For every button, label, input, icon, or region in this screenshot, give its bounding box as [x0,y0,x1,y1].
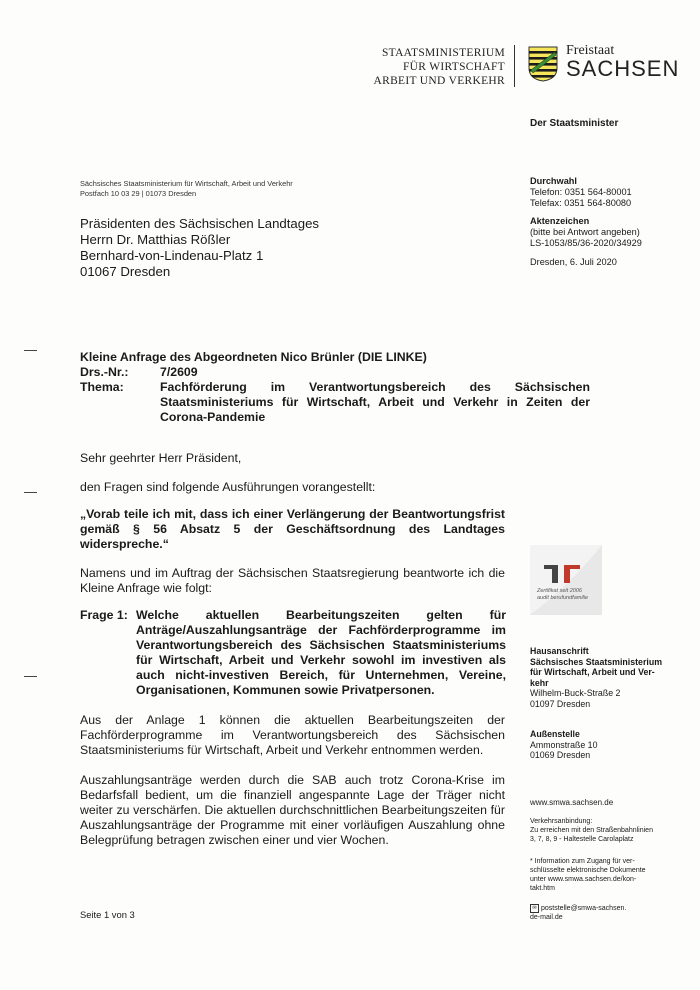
verkehr-line: 3, 7, 8, 9 - Haltestelle Carolaplatz [530,836,634,843]
mail-icon: ✉ [530,904,539,913]
durchwahl-label: Durchwahl [530,176,577,186]
aussenstelle-label: Außenstelle [530,729,580,739]
header-divider [514,45,515,87]
drs-value: 7/2609 [160,365,198,379]
aussenstelle-block [530,729,670,761]
return-address-line: Postfach 10 03 29 | 01073 Dresden [80,189,197,198]
thema-label: Thema: [80,380,124,394]
recipient-line: Bernhard-von-Lindenau-Platz 1 [80,248,264,263]
aktenzeichen-label: Aktenzeichen [530,216,590,226]
ministry-line: STAATSMINISTERIUM [381,47,505,59]
saxony-crest-icon [528,46,558,82]
quote-text: „Vorab teile ich mit, dass ich einer Verlängerung der Beantwortungsfrist gemäß § 56 Absatz 5 der Geschäftsordnung des Landtages widerspreche.“ [80,507,505,551]
haus-city: 01097 Dresden [530,698,591,709]
verkehr-label: Verkehrsanbindung: [530,818,593,825]
recipient-line: Herrn Dr. Matthias Rößler [80,232,231,247]
recipient-line: 01067 Dresden [80,264,171,279]
fold-mark [24,492,37,493]
subject-title: Kleine Anfrage des Abgeordneten Nico Brünler (DIE LINKE) [80,350,427,364]
drs-row [80,365,590,380]
hausanschrift-label: Hausanschrift [530,646,589,656]
intro-text: den Fragen sind folgende Ausführungen vorangestellt: [80,480,376,494]
freistaat-label: Freistaat [566,43,615,58]
info-line: * Information zum Zugang für ver- [530,858,635,865]
answer-paragraph-1: Aus der Anlage 1 können die aktuellen Bearbeitungszeiten der Fachförderprogramme im Verantwortungsbereich des Sächsischen Staatsministeriums für Wirtschaft, Arbeit und Verkehr entnommen werden. [80,713,505,757]
audit-certificate-icon [530,545,602,615]
drs-label: Drs.-Nr.: [80,365,129,379]
thema-row [80,380,590,425]
certificate-line: Zertifikat seit 2006 [537,588,582,594]
website-link[interactable]: www.smwa.sachsen.de [530,798,614,807]
recipient-line: Präsidenten des Sächsischen Landtages [80,216,320,231]
sender-title: Der Staatsminister [530,118,619,129]
question-label: Frage 1: [80,608,128,622]
haus-street: Wilhelm-Buck-Straße 2 [530,688,621,699]
aussen-city: 01069 Dresden [530,750,591,761]
aktenzeichen-note: (bitte bei Antwort angeben) [530,227,640,237]
return-address-line: Sächsisches Staatsministerium für Wirtschaft, Arbeit und Verkehr [80,179,293,188]
sachsen-label: SACHSEN [566,56,680,81]
recipient-address [80,216,319,280]
hausanschrift-block [530,646,670,710]
certificate-caption [537,588,588,601]
fold-mark [24,350,37,351]
info-line: schlüsselte elektronische Dokumente [530,867,646,874]
certificate-line: audit berufundfamilie [537,594,589,601]
page-number: Seite 1 von 3 [80,909,135,920]
info-line: takt.htm [530,885,555,892]
aussen-street: Ammonstraße 10 [530,739,598,750]
haus-line: kehr [530,677,549,688]
telefax: Telefax: 0351 564-80080 [530,198,632,208]
question-1 [80,608,506,698]
demail-line[interactable]: poststelle@smwa-sachsen. [541,905,627,912]
subject-block [80,350,590,425]
contact-block [530,176,642,268]
verkehr-line: Zu erreichen mit den Straßenbahnlinien [530,827,653,834]
ministry-line: FÜR WIRTSCHAFT [402,61,505,73]
verkehr-block [530,817,670,844]
statement-text: Namens und im Auftrag der Sächsischen Staatsregierung beantworte ich die Kleine Anfrage wie folgt: [80,566,505,595]
ministry-name [330,46,505,88]
info-line: unter www.smwa.sachsen.de/kon- [530,876,637,883]
aktenzeichen-value: LS-1053/85/36-2020/34929 [530,238,642,248]
demail-block [530,904,670,922]
question-text: Welche aktuellen Bearbeitungszeiten gelten für Anträge/Auszahlungsanträge der Fachförderprogramme im Verantwortungsbereich des Sächsischen Staatsministeriums für Wirtschaft, Arbeit und Verkehr sowohl im investiven als auch nicht-investiven Bereich, für Unternehmen, Vereine, Organisationen, Kommunen sowie Privatpersonen. [136,608,506,697]
salutation: Sehr geehrter Herr Präsident, [80,451,242,465]
fold-mark [24,676,37,677]
info-block [530,857,670,893]
ministry-line: ARBEIT UND VERKEHR [373,75,505,87]
haus-line: Sächsisches Staatsministerium [530,656,663,667]
thema-value: Fachförderung im Verantwortungsbereich des Sächsischen Staatsministeriums für Wirtschaft, Arbeit und Verkehr in Zeiten der Corona-Pandemie [160,380,590,424]
telefon: Telefon: 0351 564-80001 [530,187,632,197]
demail-row [530,904,670,913]
return-address [80,179,293,199]
demail-line[interactable]: de-mail.de [530,914,563,921]
letter-date: Dresden, 6. Juli 2020 [530,257,617,267]
answer-paragraph-2: Auszahlungsanträge werden durch die SAB auch trotz Corona-Krise im Bedarfsfall bedient, um die finanziell angespannte Lage der Träger nicht weiter zu verschärfen. Die aktuellen durchschnittlichen Bearbeitungszeiten für Auszahlungsanträge der Programme mit einer vorläufigen Auszahlung ohne Belegprüfung betragen zwischen einer und vier Wochen. [80,773,505,847]
haus-line: für Wirtschaft, Arbeit und Ver- [530,667,655,678]
